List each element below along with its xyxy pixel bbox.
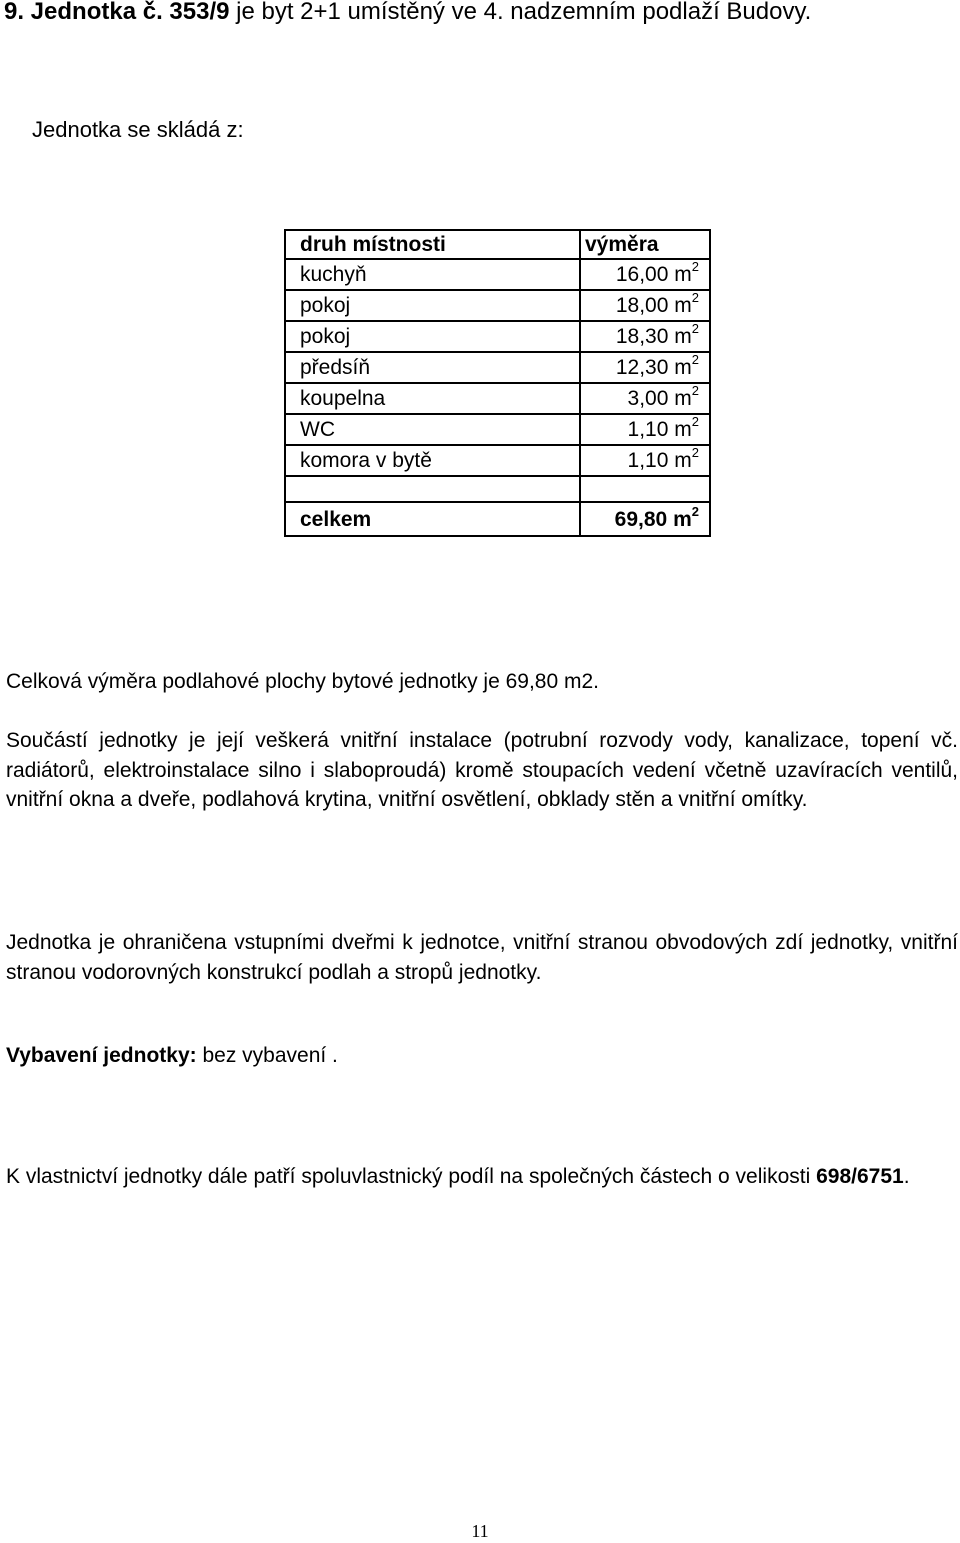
room-name: koupelna [285,383,580,414]
table-row [285,259,710,290]
room-area [580,414,710,445]
room-area [580,445,710,476]
unit-exponent: 2 [691,290,699,305]
room-area-value: 1,10 [627,449,669,472]
room-name: komora v bytě [285,445,580,476]
table-total-row [285,502,710,536]
equipment-value: bez vybavení . [196,1044,338,1067]
room-area-value: 16,00 [615,263,669,286]
total-area [580,502,710,536]
room-area [580,290,710,321]
installations-paragraph: Součástí jednotky je její veškerá vnitřní instalace (potrubní rozvody vody, kanalizace, topení vč. radiátorů, elektroinstalace silno i slaboproudá) kromě stoupacích vedení včetně uzavíracích ventilů, vnitřní okna a dveře, podlahová krytina, vnitřní osvětlení, obklady stěn a vnitřní omítky. [6,729,958,811]
unit-heading [4,0,811,26]
header-room: druh místnosti [285,230,580,259]
unit-label: m [674,294,692,317]
unit-label: m [674,418,692,441]
blank-cell [580,476,710,502]
room-area-value: 1,10 [627,418,669,441]
unit-exponent: 2 [691,445,699,460]
unit-exponent: 2 [691,503,699,519]
room-area [580,321,710,352]
page-number: 11 [471,1521,489,1541]
intro-text: Jednotka se skládá z: [32,117,244,142]
total-area-value: 69,80 [614,507,668,531]
room-area [580,383,710,414]
room-area-value: 18,30 [615,325,669,348]
table-blank-row [285,476,710,502]
room-area [580,259,710,290]
room-rows [285,259,710,476]
unit-exponent: 2 [691,383,699,398]
equipment-label: Vybavení jednotky: [6,1044,197,1067]
unit-exponent: 2 [691,352,699,367]
table-row [285,290,710,321]
table-header-row [285,230,710,259]
unit-label: m [673,507,692,531]
ownership-share: 698/6751 [816,1165,904,1188]
room-name: kuchyň [285,259,580,290]
room-area-value: 12,30 [615,356,669,379]
table-row [285,321,710,352]
unit-label: m [674,356,692,379]
unit-exponent: 2 [691,414,699,429]
ownership-paragraph [6,1162,958,1192]
unit-label: m [674,325,692,348]
room-area [580,352,710,383]
table-row [285,414,710,445]
unit-label: m [674,387,692,410]
unit-heading-bold: 9. Jednotka č. 353/9 [4,0,230,25]
room-area-table [284,229,711,537]
unit-label: m [674,449,692,472]
total-label: celkem [285,502,580,536]
unit-exponent: 2 [691,259,699,274]
table-row [285,352,710,383]
unit-heading-rest: je byt 2+1 umístěný ve 4. nadzemním podlaží Budovy. [229,0,812,25]
blank-cell [285,476,580,502]
unit-label: m [674,263,692,286]
room-name: pokoj [285,290,580,321]
total-area-paragraph: Celková výměra podlahové plochy bytové jednotky je 69,80 m2. [6,670,600,693]
table-row [285,445,710,476]
boundary-paragraph: Jednotka je ohraničena vstupními dveřmi k jednotce, vnitřní stranou obvodových zdí jednotky, vnitřní stranou vodorovných konstrukcí podlah a stropů jednotky. [6,931,958,984]
room-name: WC [285,414,580,445]
unit-exponent: 2 [691,321,699,336]
ownership-end: . [903,1165,910,1188]
header-area: výměra [580,230,710,259]
ownership-text: K vlastnictví jednotky dále patří spoluvlastnický podíl na společných částech o velikosti [6,1165,817,1188]
table-row [285,383,710,414]
room-area-value: 18,00 [615,294,669,317]
room-name: předsíň [285,352,580,383]
equipment-line [6,1044,338,1068]
room-name: pokoj [285,321,580,352]
room-area-value: 3,00 [627,387,669,410]
